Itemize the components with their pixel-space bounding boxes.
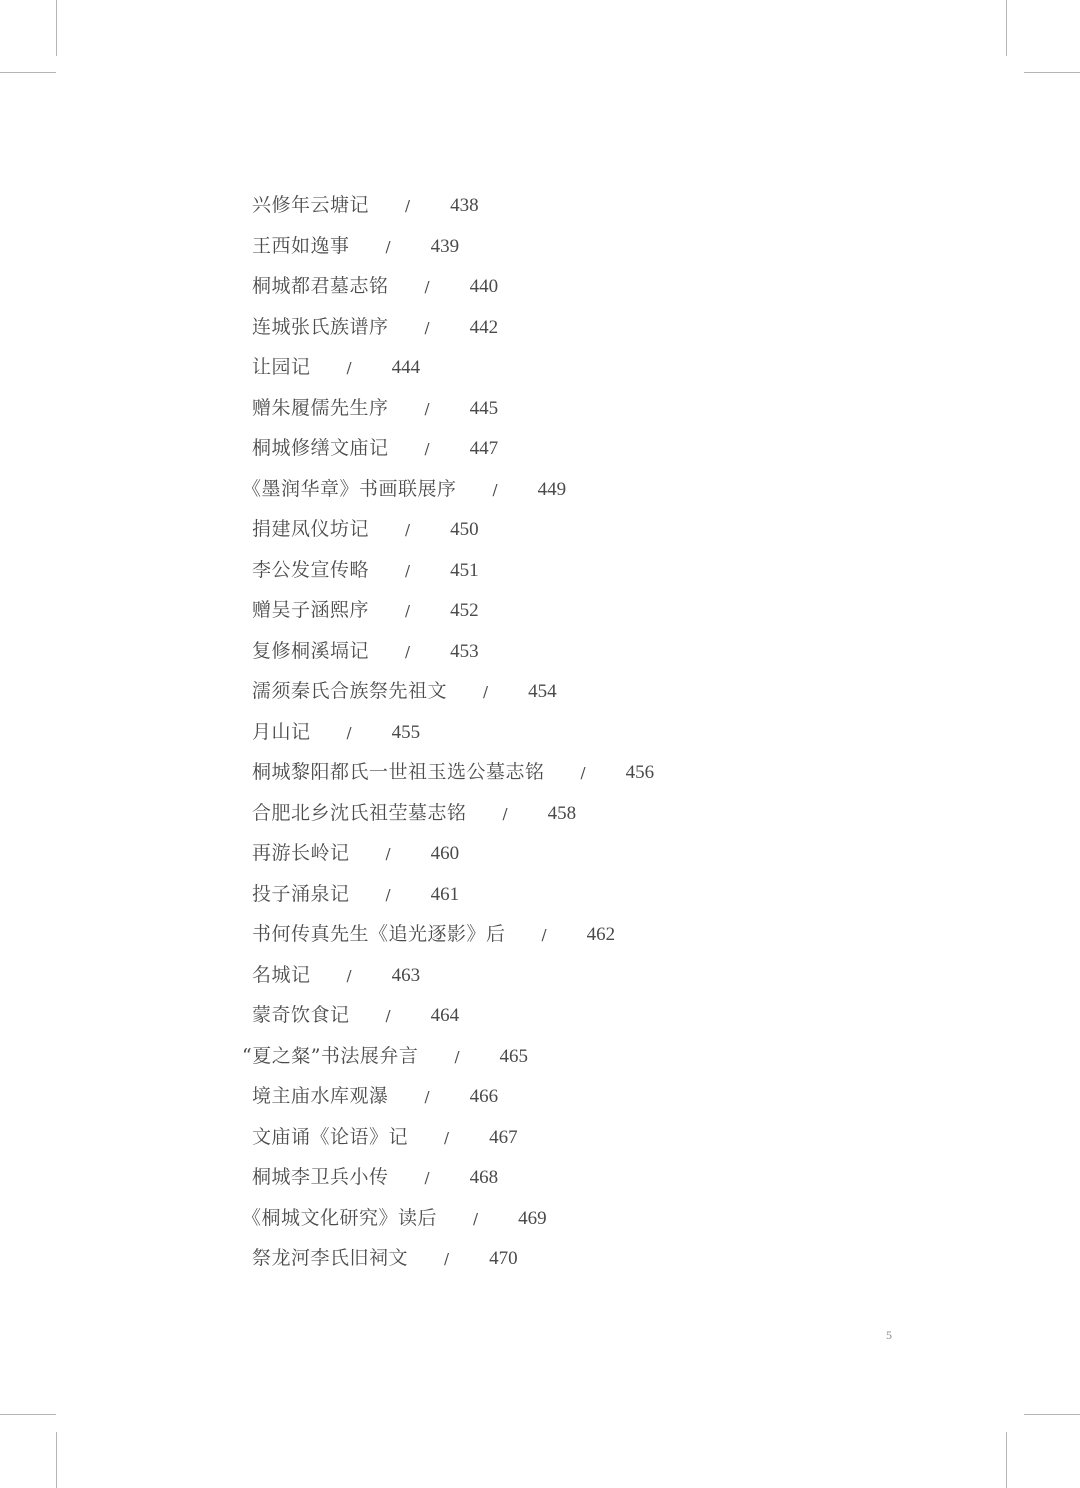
crop-mark-bottom-right-vertical — [1006, 1432, 1007, 1488]
toc-entry-page-number: 453 — [450, 640, 479, 662]
toc-entry-title: 桐城都君墓志铭 — [252, 275, 389, 297]
toc-entry[interactable] — [252, 307, 654, 348]
toc-entry-title: 《墨润华章》书画联展序 — [242, 477, 457, 500]
toc-entry-title: 桐城修缮文庙记 — [252, 437, 389, 459]
toc-entry-page-number: 469 — [518, 1207, 547, 1229]
crop-mark-top-right-vertical — [1006, 0, 1007, 56]
toc-entry-page-number: 447 — [469, 438, 499, 459]
toc-entry-separator: / — [492, 480, 498, 499]
toc-entry-title: 月山记 — [252, 720, 311, 743]
toc-entry-page-number: 442 — [469, 316, 499, 338]
toc-entry-separator: / — [385, 885, 391, 904]
toc-entry-title: 赠吴子涵熙序 — [252, 599, 370, 621]
toc-entry[interactable] — [252, 185, 654, 226]
toc-entry-separator: / — [502, 804, 508, 823]
toc-entry-page-number: 458 — [547, 802, 577, 824]
toc-entry[interactable] — [252, 833, 654, 874]
toc-entry-separator: / — [424, 399, 430, 418]
toc-entry-separator: / — [385, 237, 391, 256]
toc-entry-title: 王西如逸事 — [252, 234, 350, 257]
toc-entry[interactable] — [252, 752, 654, 793]
toc-entry-page-number: 466 — [469, 1086, 499, 1107]
toc-entry[interactable] — [252, 955, 654, 996]
toc-entry[interactable] — [252, 712, 654, 753]
crop-mark-top-left-horizontal — [0, 72, 56, 73]
toc-entry-title: 兴修年云塘记 — [252, 194, 370, 216]
toc-entry-page-number: 468 — [469, 1167, 499, 1188]
toc-entry[interactable] — [252, 226, 654, 267]
toc-entry[interactable] — [252, 671, 654, 712]
toc-entry-title: 让园记 — [252, 356, 311, 378]
toc-entry-separator: / — [580, 764, 586, 782]
toc-entry-title: 连城张氏族谱序 — [252, 315, 389, 338]
toc-entry-title: 濡须秦氏合族祭先祖文 — [252, 680, 448, 702]
toc-entry-title: 文庙诵《论语》记 — [252, 1125, 409, 1148]
crop-mark-bottom-left-vertical — [56, 1432, 57, 1488]
toc-entry[interactable] — [252, 914, 654, 955]
toc-entry-separator: / — [454, 1047, 460, 1066]
toc-entry[interactable] — [252, 1117, 654, 1158]
toc-entry-page-number: 438 — [450, 195, 479, 216]
crop-mark-top-left-vertical — [56, 0, 57, 56]
toc-entry-title: 再游长岭记 — [252, 842, 350, 864]
toc-entry[interactable] — [252, 631, 654, 672]
toc-entry-title: 书何传真先生《追光逐影》后 — [252, 923, 506, 945]
crop-mark-bottom-left-horizontal — [0, 1414, 56, 1415]
toc-entry-separator: / — [405, 561, 411, 580]
toc-entry-separator: / — [346, 966, 352, 985]
toc-entry[interactable] — [242, 469, 654, 510]
toc-entry-title: 桐城李卫兵小传 — [252, 1166, 389, 1188]
toc-entry-title: 名城记 — [252, 963, 311, 986]
toc-entry-separator: / — [405, 521, 411, 539]
toc-entry-title: 《桐城文化研究》读后 — [242, 1206, 438, 1229]
toc-entry-page-number: 440 — [469, 276, 499, 297]
toc-entry-separator: / — [424, 440, 430, 458]
toc-entry-title: 祭龙河李氏旧祠文 — [252, 1247, 409, 1269]
toc-entry-title: 李公发宣传略 — [252, 558, 370, 581]
toc-entry-page-number: 452 — [450, 600, 479, 621]
toc-entry-page-number: 465 — [499, 1045, 528, 1067]
toc-entry-separator: / — [385, 1007, 391, 1025]
toc-entry[interactable] — [252, 793, 654, 834]
toc-entry-separator: / — [541, 926, 547, 944]
toc-entry-separator: / — [424, 1088, 430, 1106]
crop-mark-top-right-horizontal — [1024, 72, 1080, 73]
toc-entry[interactable] — [252, 590, 654, 631]
toc-entry[interactable] — [252, 550, 654, 591]
toc-entry-title: “夏之粲”书法展弁言 — [242, 1044, 419, 1067]
toc-entry-separator: / — [444, 1250, 450, 1268]
toc-entry-separator: / — [483, 683, 489, 701]
toc-entry-page-number: 445 — [469, 397, 499, 419]
toc-entry-page-number: 470 — [489, 1248, 518, 1269]
toc-entry-page-number: 444 — [391, 357, 421, 378]
page-number: 5 — [886, 1328, 892, 1342]
crop-mark-bottom-right-horizontal — [1024, 1414, 1080, 1415]
toc-entry-page-number: 461 — [430, 883, 460, 905]
toc-entry-page-number: 451 — [450, 559, 479, 581]
toc-entry-page-number: 449 — [537, 478, 567, 500]
toc-entry[interactable] — [252, 266, 654, 307]
toc-entry-page-number: 462 — [586, 924, 616, 945]
toc-entry[interactable] — [252, 509, 654, 550]
toc-entry[interactable] — [252, 1076, 654, 1117]
toc-entry[interactable] — [242, 1036, 654, 1077]
toc-entry-separator: / — [473, 1209, 479, 1228]
table-of-contents — [242, 185, 655, 1279]
toc-entry[interactable] — [252, 1157, 654, 1198]
toc-entry-page-number: 467 — [489, 1126, 518, 1148]
toc-entry-page-number: 455 — [391, 721, 421, 743]
toc-entry-separator: / — [405, 602, 411, 620]
toc-entry-separator: / — [346, 723, 352, 742]
toc-entry-separator: / — [424, 1169, 430, 1187]
toc-entry[interactable] — [252, 347, 654, 388]
toc-entry[interactable] — [242, 1198, 654, 1239]
toc-entry[interactable] — [252, 428, 654, 469]
toc-entry-separator: / — [385, 845, 391, 863]
toc-entry-title: 捐建凤仪坊记 — [252, 518, 370, 540]
toc-entry-title: 合肥北乡沈氏祖茔墓志铭 — [252, 801, 467, 824]
toc-entry-title: 境主庙水库观瀑 — [252, 1085, 389, 1107]
toc-entry-page-number: 456 — [625, 762, 655, 783]
toc-entry-separator: / — [405, 197, 411, 215]
toc-entry-separator: / — [405, 642, 411, 661]
toc-entry-title: 桐城黎阳都氏一世祖玉选公墓志铭 — [252, 761, 545, 783]
toc-entry-separator: / — [424, 278, 430, 296]
toc-entry-page-number: 439 — [430, 235, 460, 257]
toc-entry-separator: / — [444, 1128, 450, 1147]
toc-entry-page-number: 463 — [391, 964, 421, 986]
toc-entry-separator: / — [424, 318, 430, 337]
toc-entry[interactable] — [252, 1238, 654, 1279]
toc-entry-page-number: 450 — [450, 519, 479, 540]
toc-entry[interactable] — [252, 388, 654, 429]
toc-entry-title: 复修桐溪塥记 — [252, 639, 370, 662]
toc-entry-title: 投子涌泉记 — [252, 882, 350, 905]
toc-entry-separator: / — [346, 359, 352, 377]
toc-entry-title: 赠朱履儒先生序 — [252, 396, 389, 419]
toc-entry[interactable] — [252, 874, 654, 915]
toc-entry-page-number: 464 — [430, 1005, 460, 1026]
toc-entry-title: 蒙奇饮食记 — [252, 1004, 350, 1026]
toc-entry[interactable] — [252, 995, 654, 1036]
toc-entry-page-number: 460 — [430, 843, 460, 864]
toc-entry-page-number: 454 — [528, 681, 557, 702]
